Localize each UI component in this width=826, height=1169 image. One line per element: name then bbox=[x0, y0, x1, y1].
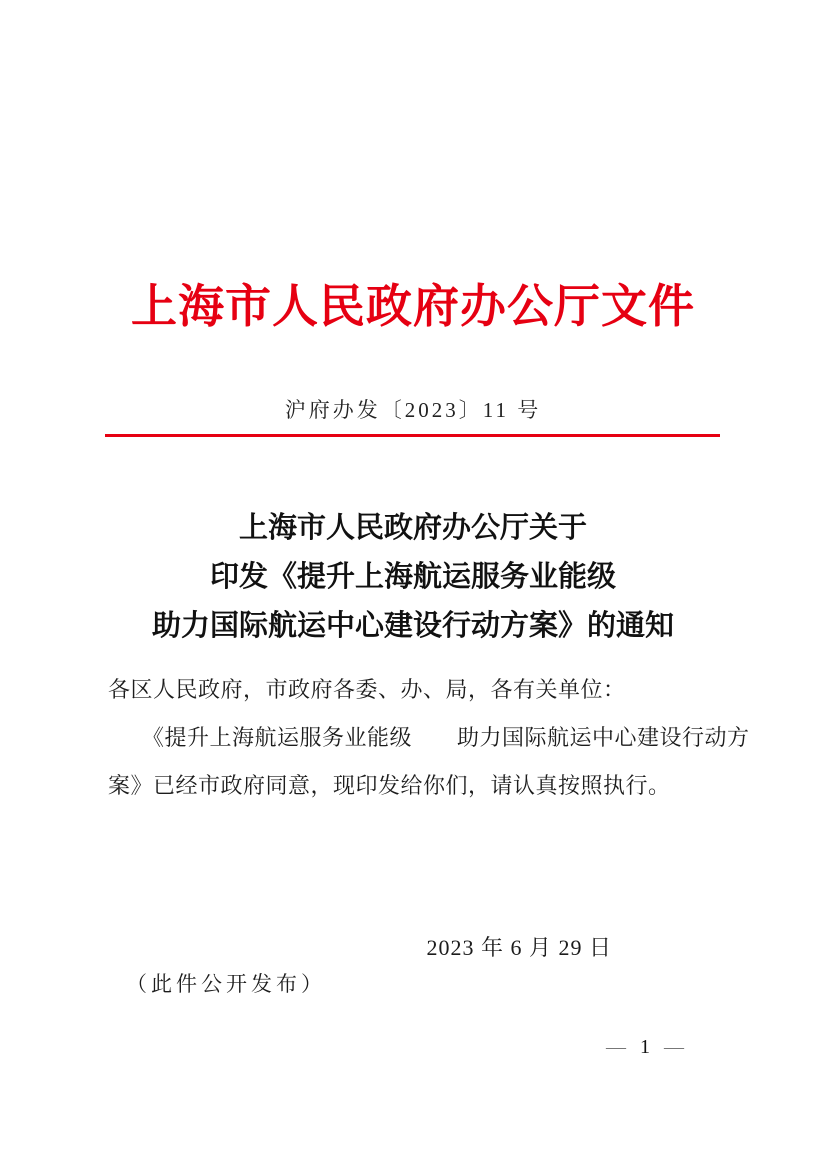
doc-number: 沪府办发〔2023〕11 号 bbox=[284, 398, 542, 422]
notice-title-line-2: 印发《提升上海航运服务业能级 bbox=[209, 561, 616, 593]
notice-title-line-1: 上海市人民政府办公厅关于 bbox=[238, 512, 587, 544]
notice-title-line-3: 助力国际航运中心建设行动方案》的通知 bbox=[151, 610, 674, 642]
notice-body bbox=[108, 666, 750, 810]
page-number-value: 1 bbox=[640, 1036, 650, 1058]
page-number-dash: — bbox=[606, 1036, 626, 1058]
salutation-line: 各区人民政府，市政府各委、办、局，各有关单位： bbox=[108, 677, 626, 702]
letterhead-divider bbox=[105, 434, 720, 437]
page-number-dash: — bbox=[664, 1036, 684, 1058]
issue-date: 2023 年 6 月 29 日 bbox=[426, 935, 612, 960]
body-line: 案》已经市政府同意，现印发给你们，请认真按照执行。 bbox=[108, 773, 671, 798]
letterhead-title: 上海市人民政府办公厅文件 bbox=[131, 281, 695, 332]
public-release-note: （此件公开发布） bbox=[126, 972, 326, 996]
notice-title bbox=[0, 504, 826, 651]
body-line: 《提升上海航运服务业能级 助力国际航运中心建设行动方 bbox=[108, 725, 750, 750]
page-number bbox=[0, 1036, 826, 1059]
